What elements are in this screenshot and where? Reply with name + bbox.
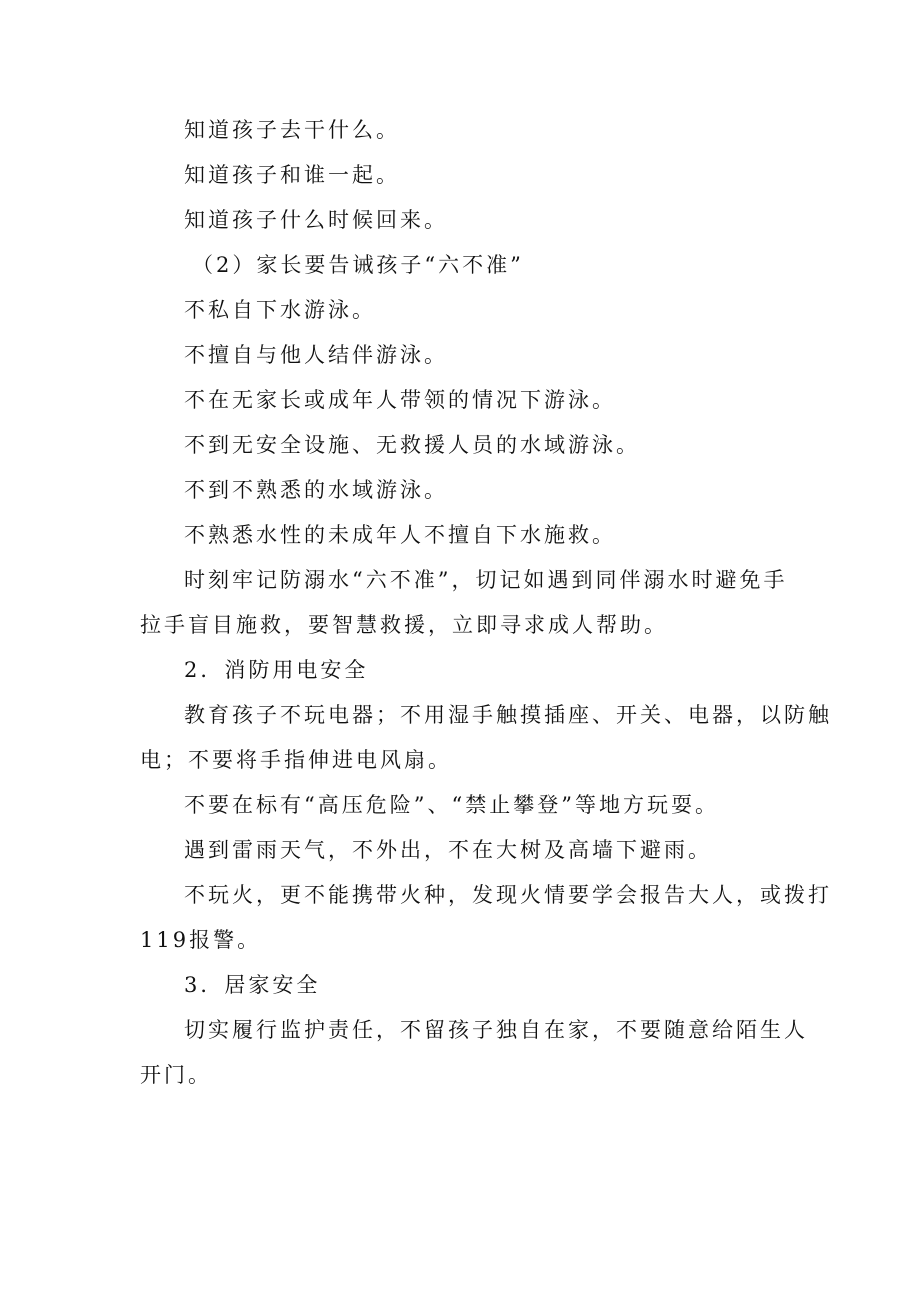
- section-3-p1-line-2: 开门。: [140, 1063, 212, 1087]
- six-rule-4: 不到无安全设施、无救援人员的水域游泳。: [184, 433, 640, 457]
- six-rules-summary: [140, 558, 792, 648]
- section-3-heading: 3．居家安全: [184, 973, 321, 997]
- supervision-item-1: 知道孩子去干什么。: [184, 118, 400, 142]
- section-2-paragraph-2: 不要在标有“高压危险”、“禁止攀登”等地方玩耍。: [184, 793, 719, 817]
- six-rules-summary-line-2: 拉手盲目施救，要智慧救援，立即寻求成人帮助。: [140, 613, 668, 637]
- six-rules-heading: （2）家长要告诫孩子“六不准”: [192, 253, 524, 277]
- six-rule-3: 不在无家长或成年人带领的情况下游泳。: [184, 388, 616, 412]
- supervision-item-3: 知道孩子什么时候回来。: [184, 208, 448, 232]
- six-rule-6: 不熟悉水性的未成年人不擅自下水施救。: [184, 523, 616, 547]
- section-2-p1-line-1: 教育孩子不玩电器；不用湿手触摸插座、开关、电器，以防触: [184, 703, 832, 727]
- supervision-item-2: 知道孩子和谁一起。: [184, 163, 400, 187]
- document-body: [140, 108, 832, 1098]
- section-2-p4-line-2: 119报警。: [140, 928, 262, 952]
- six-rule-1: 不私自下水游泳。: [184, 298, 376, 322]
- section-2-p4-line-1: 不玩火，更不能携带火种，发现火情要学会报告大人，或拨打: [184, 883, 832, 907]
- six-rule-5: 不到不熟悉的水域游泳。: [184, 478, 448, 502]
- section-2-paragraph-3: 遇到雷雨天气，不外出，不在大树及高墙下避雨。: [184, 838, 712, 862]
- section-2-paragraph-1: [140, 693, 832, 783]
- section-2-heading: 2．消防用电安全: [184, 658, 369, 682]
- six-rules-summary-line-1: 时刻牢记防溺水“六不准”，切记如遇到同伴溺水时避免手: [184, 568, 788, 592]
- section-2-paragraph-4: [140, 873, 832, 963]
- section-3-p1-line-1: 切实履行监护责任，不留孩子独自在家，不要随意给陌生人: [184, 1018, 808, 1042]
- six-rule-2: 不擅自与他人结伴游泳。: [184, 343, 448, 367]
- section-3-paragraph-1: [140, 1008, 808, 1098]
- section-2-p1-line-2: 电；不要将手指伸进电风扇。: [140, 748, 452, 772]
